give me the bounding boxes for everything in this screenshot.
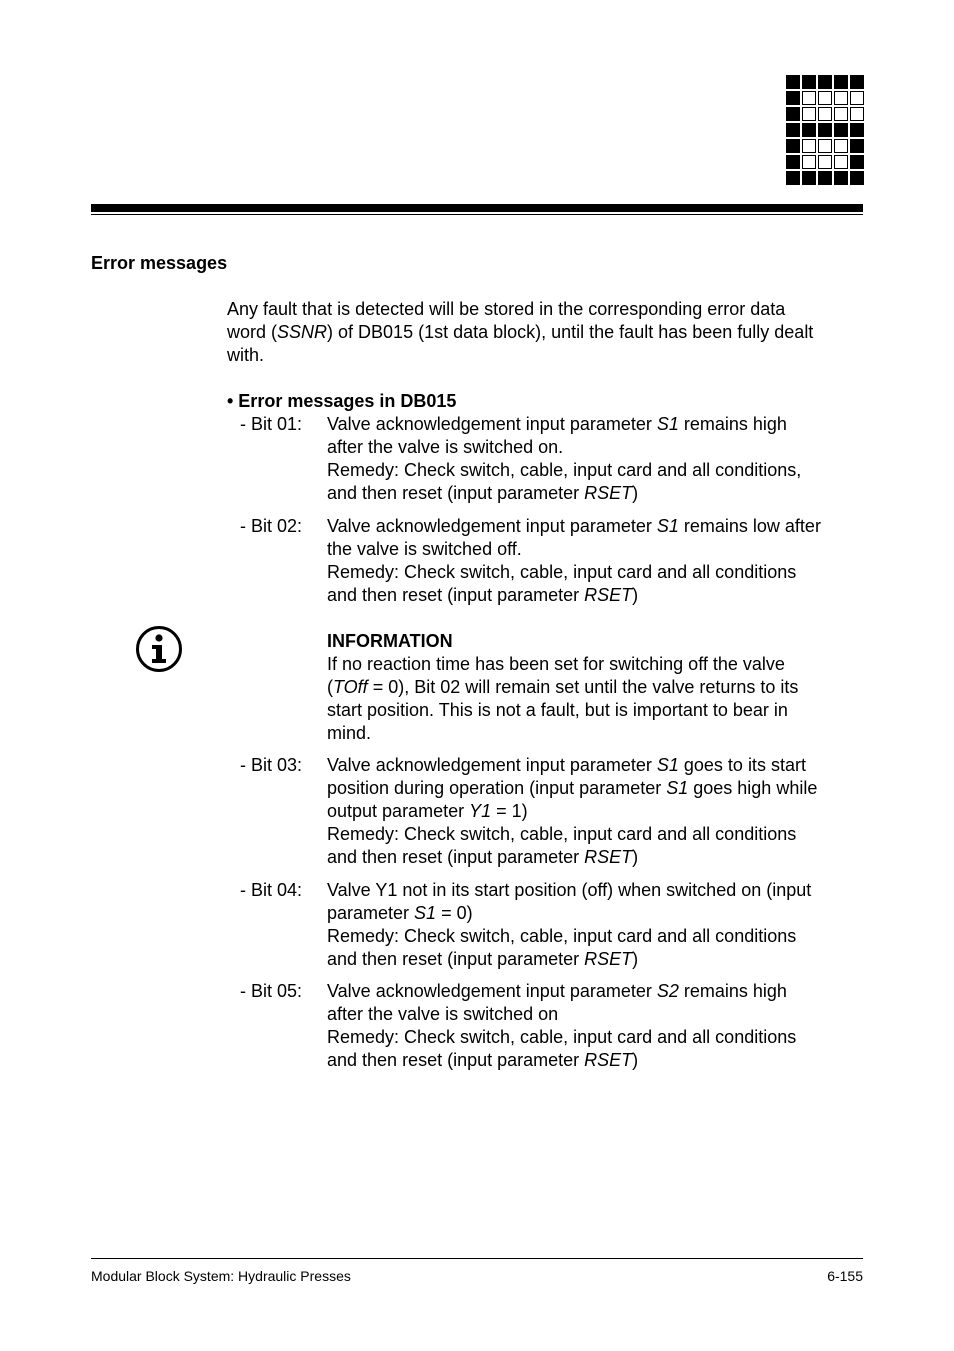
bit-04-label: - Bit 04:	[240, 880, 303, 900]
page-number: 6-155	[827, 1268, 863, 1284]
header-rule-thin	[91, 214, 863, 215]
section-title: Error messages	[91, 253, 228, 273]
bullet-heading: • Error messages in DB015	[227, 391, 457, 411]
header-rule-thick	[91, 204, 863, 212]
bit-05-label: - Bit 05:	[240, 981, 303, 1001]
information-icon	[135, 625, 183, 673]
footer-rule	[91, 1258, 863, 1259]
information-block: INFORMATION If no reaction time has been set for switching off the valve (TOff = 0), Bit 02 will remain set until the valve returns to its start position. This is not a fault, but is important to bear in mind.	[327, 630, 867, 745]
footer-title: Modular Block System: Hydraulic Presses	[91, 1268, 351, 1284]
bit-03-text: Valve acknowledgement input parameter S1 goes to its start position during operation (input parameter S1 goes high while output parameter Y1 = 1) Remedy: Check switch, cable, input card and all conditions and then reset (input parameter RSET)	[327, 755, 818, 867]
grid-logo-icon	[786, 75, 864, 185]
intro-paragraph: Any fault that is detected will be stored in the corresponding error data word (SSNR) of DB015 (1st data block), until the fault has been fully dealt with.	[227, 299, 814, 365]
bit-02-label: - Bit 02:	[240, 516, 303, 536]
bit-01-label: - Bit 01:	[240, 414, 303, 434]
information-title: INFORMATION	[327, 631, 453, 651]
bit-02-text: Valve acknowledgement input parameter S1 remains low after the valve is switched off. Remedy: Check switch, cable, input card and all conditions and then reset (input parameter RSET)	[327, 516, 821, 605]
bit-01-text: Valve acknowledgement input parameter S1 remains high after the valve is switched on. Remedy: Check switch, cable, input card and all conditions, and then reset (input parameter RSET)	[327, 414, 802, 503]
bit-04-text: Valve Y1 not in its start position (off) when switched on (input parameter S1 = 0) Remedy: Check switch, cable, input card and all conditions and then reset (input parameter RSET)	[327, 880, 812, 969]
bit-05-text: Valve acknowledgement input parameter S2 remains high after the valve is switched on Remedy: Check switch, cable, input card and all conditions and then reset (input parameter RSET)	[327, 981, 797, 1070]
bit-03-label: - Bit 03:	[240, 755, 303, 775]
